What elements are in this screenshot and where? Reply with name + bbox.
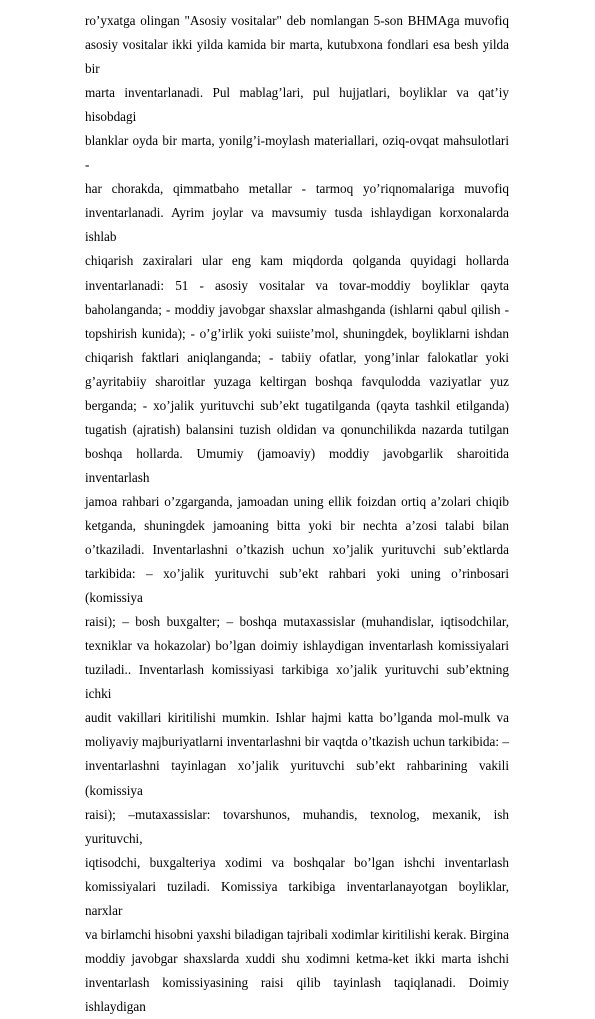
text-line: raisi); –mutaxassislar: tovarshunos, muhandis, texnolog, mexanik, ish yurituvchi, [85, 806, 509, 846]
text-line: boshqa hollarda. Umumiy (jamoaviy) moddiy javobgarlik sharoitida inventarlash [85, 445, 509, 485]
text-line: audit vakillari kiritilishi mumkin. Ishlar hajmi katta bo’lganda mol-mulk va [85, 710, 509, 726]
text-line: marta inventarlanadi. Pul mablag’lari, pul hujjatlari, boyliklar va qat’iy hisobdagi [85, 85, 509, 125]
text-line: asosiy vositalar ikki yilda kamida bir marta, kutubxona fondlari esa besh yilda bir [85, 37, 509, 77]
text-line: blanklar oyda bir marta, yonilg’i-moylash materiallari, oziq-ovqat mahsulotlari - [85, 133, 509, 173]
text-line: ro’yxatga olingan "Asosiy vositalar" deb nomlangan 5-son BHMAga muvofiq [85, 13, 509, 28]
text-line: inventarlanadi: 51 - asosiy vositalar va tovar-moddiy boyliklar qayta [85, 277, 509, 293]
text-line: inventarlashni tayinlagan xo’jalik yurituvchi sub’ekt rahbarining vakili (komissiya [85, 758, 509, 798]
text-line: o’tkaziladi. Inventarlashni o’tkazish uchun xo’jalik yurituvchi sub’ektlarda [85, 542, 509, 558]
text-line: tuziladi.. Inventarlash komissiyasi tarkibiga xo’jalik yurituvchi sub’ektning ichki [85, 662, 509, 702]
text-line: topshirish kunida); - o’g’irlik yoki suiiste’mol, shuningdek, boyliklarni ishdan [85, 325, 509, 341]
text-line: chiqarish faktlari aniqlanganda; - tabiiy ofatlar, yong’inlar falokatlar yoki [85, 349, 509, 365]
text-line: tarkibida: – xo’jalik yurituvchi sub’ekt rahbari yoki uning o’rinbosari (komissiya [85, 566, 509, 606]
text-line: g’ayritabiiy sharoitlar yuzaga keltirgan boshqa favqulodda vaziyatlar yuz [85, 373, 509, 389]
text-line: baholanganda; - moddiy javobgar shaxslar almashganda (ishlarni qabul qilish - [85, 301, 509, 317]
text-line: inventarlash komissiyasining raisi qilib tayinlash taqiqlanadi. Doimiy ishlaydigan [85, 974, 509, 1014]
text-line: jamoa rahbari o’zgarganda, jamoadan uning ellik foizdan ortiq a’zolari chiqib [85, 493, 509, 509]
document-page [85, 9, 509, 1019]
text-line: moddiy javobgar shaxslarda xuddi shu xodimni ketma-ket ikki marta ishchi [85, 950, 509, 966]
text-line: raisi); – bosh buxgalter; – boshqa mutaxassislar (muhandislar, iqtisodchilar, [85, 614, 509, 630]
text-line: chiqarish zaxiralari ular eng kam miqdorda qolganda quyidagi hollarda [85, 253, 509, 269]
text-line: ketganda, shuningdek jamoaning bitta yoki bir nechta a’zosi talabi bilan [85, 517, 509, 533]
text-line: iqtisodchi, buxgalteriya xodimi va boshqalar bo’lgan ishchi inventarlash [85, 854, 509, 870]
text-line: komissiyalari tuziladi. Komissiya tarkibiga inventarlanayotgan boyliklar, narxlar [85, 878, 509, 918]
text-line: har chorakda, qimmatbaho metallar - tarmoq yo’riqnomalariga muvofiq [85, 181, 509, 197]
text-line: texniklar va hokazolar) bo’lgan doimiy ishlaydigan inventarlash komissiyalari [85, 638, 509, 654]
text-line: va birlamchi hisobni yaxshi biladigan tajribali xodimlar kiritilishi kerak. Birgina [85, 926, 509, 942]
text-line: tugatish (ajratish) balansini tuzish oldidan va qonunchilikda nazarda tutilgan [85, 421, 509, 437]
text-line: berganda; - xo’jalik yurituvchi sub’ekt tugatilganda (qayta tashkil etilganda) [85, 397, 509, 413]
text-line: inventarlanadi. Ayrim joylar va mavsumiy tusda ishlaydigan korxonalarda ishlab [85, 205, 509, 245]
text-line: moliyaviy majburiyatlarni inventarlashni bir vaqtda o’tkazish uchun tarkibida: – [85, 734, 509, 750]
